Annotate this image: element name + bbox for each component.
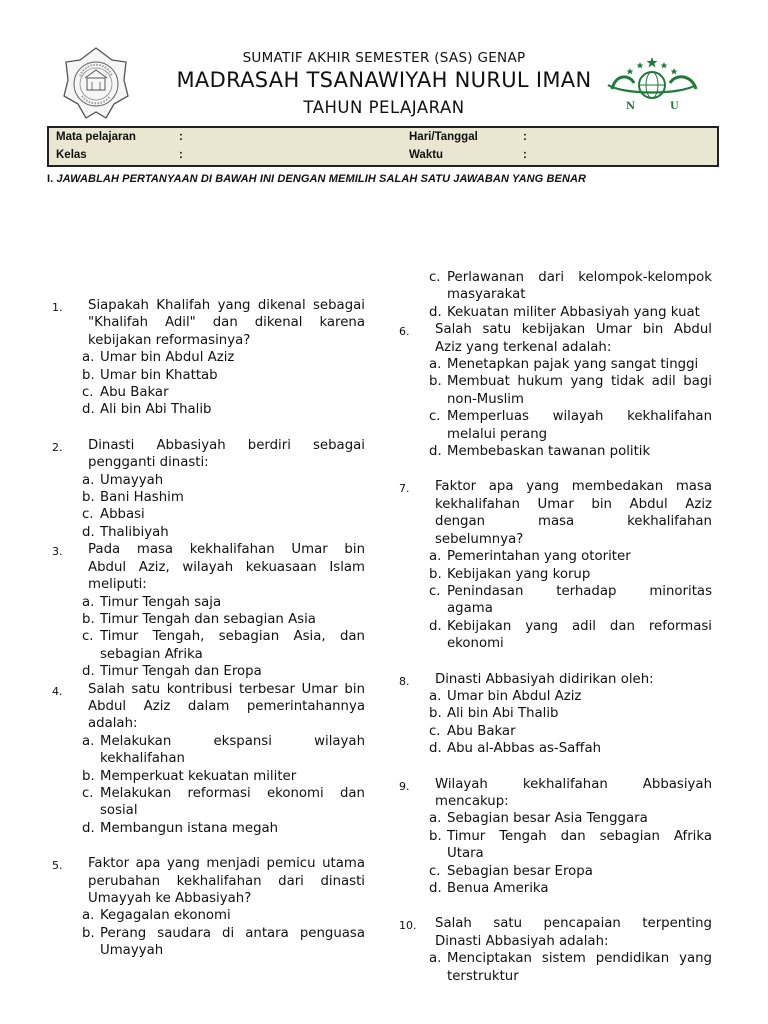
exam-info-box	[47, 126, 719, 167]
question-text: Dinasti Abbasiyah berdiri sebagai pengganti dinasti:	[88, 437, 365, 471]
answer-option	[52, 594, 365, 611]
answer-option	[52, 907, 365, 924]
question-number: 5.	[52, 859, 63, 873]
option-text: Menciptakan sistem pendidikan yang terstruktur	[447, 951, 712, 984]
option-text: Umar bin Abdul Aziz	[447, 688, 582, 704]
option-letter: b.	[429, 706, 442, 722]
option-letter: c.	[429, 583, 441, 599]
question-text: Salah satu kontribusi terbesar Umar bin Abdul Aziz dalam pemerintahannya adalah:	[88, 681, 365, 732]
option-letter: a.	[429, 357, 442, 373]
option-text: Abbasi	[100, 507, 145, 523]
answer-option	[399, 863, 712, 880]
option-text: Perang saudara di antara penguasa Umayyah	[100, 925, 365, 959]
option-letter: b.	[429, 566, 442, 582]
option-letter: a.	[82, 733, 95, 749]
subject-label: Mata pelajaran	[56, 131, 136, 143]
option-letter: d.	[82, 524, 95, 540]
option-letter: b.	[82, 925, 95, 941]
answer-option	[399, 548, 712, 565]
answer-option	[399, 880, 712, 897]
nu-logo-letter-n: N	[626, 101, 636, 112]
answer-option	[52, 349, 365, 366]
option-letter: c.	[429, 409, 441, 425]
option-letter: d.	[429, 304, 442, 320]
option-text: Timur Tengah dan sebagian Afrika Utara	[447, 828, 712, 862]
question-item	[399, 776, 712, 898]
option-letter: c.	[429, 863, 441, 879]
option-text: Ali bin Abi Thalib	[447, 706, 559, 722]
question-text: Pada masa kekhalifahan Umar bin Abdul Aziz, wilayah kekuasaan Islam meliputi:	[88, 542, 365, 593]
answer-option	[399, 705, 712, 722]
option-text: Ali bin Abi Thalib	[100, 402, 212, 418]
question-text: Wilayah kekhalifahan Abbasiyah mencakup:	[435, 776, 712, 809]
option-text: Sebagian besar Eropa	[447, 863, 593, 879]
question-item	[52, 681, 365, 838]
instruction-text: JAWABLAH PERTANYAAN DI BAWAH INI DENGAN MEMILIH SALAH SATU JAWABAN YANG BENAR	[56, 173, 587, 185]
option-letter: a.	[82, 908, 95, 924]
option-letter: a.	[429, 811, 442, 827]
option-letter: a.	[429, 688, 442, 704]
answer-option	[52, 611, 365, 628]
question-text: Faktor apa yang menjadi pemicu utama perubahan kekhalifahan dari dinasti Umayyah ke Abbasiyah?	[88, 856, 365, 906]
date-label: Hari/Tanggal	[409, 131, 478, 143]
question-number: 4.	[52, 684, 63, 698]
answer-option	[399, 618, 712, 653]
question-item	[399, 478, 712, 652]
answer-option	[399, 583, 712, 618]
school-name: MADRASAH TSANAWIYAH NURUL IMAN	[176, 68, 592, 92]
answer-option	[52, 768, 365, 785]
option-letter: b.	[429, 374, 442, 390]
option-text: Kekuatan militer Abbasiyah yang kuat	[447, 304, 700, 320]
question-item	[399, 321, 712, 460]
answer-option	[399, 566, 712, 583]
answer-option	[52, 733, 365, 768]
question-item	[52, 297, 365, 419]
option-text: Umayyah	[100, 472, 164, 488]
subject-colon: :	[179, 131, 183, 143]
option-text: Menetapkan pajak yang sangat tinggi	[447, 357, 699, 373]
instruction-numeral: I.	[47, 173, 54, 185]
option-letter: d.	[82, 402, 95, 418]
option-letter: a.	[82, 472, 95, 488]
option-letter: b.	[82, 367, 95, 383]
option-letter: c.	[429, 723, 441, 739]
answer-option	[399, 269, 712, 304]
answer-option	[399, 688, 712, 705]
answer-option	[399, 828, 712, 863]
option-letter: c.	[82, 385, 94, 401]
answer-option	[52, 401, 365, 418]
date-colon: :	[523, 131, 527, 143]
question-number: 8.	[399, 674, 410, 688]
option-text: Kebijakan yang korup	[447, 566, 591, 582]
answer-option	[52, 663, 365, 680]
class-colon: :	[179, 149, 183, 161]
question-text: Dinasti Abbasiyah didirikan oleh:	[435, 671, 654, 687]
question-number: 3.	[52, 545, 63, 559]
option-text: Membuat hukum yang tidak adil bagi non-Muslim	[447, 374, 712, 407]
answer-option	[52, 925, 365, 960]
answer-option	[399, 443, 712, 460]
option-text: Timur Tengah saja	[100, 594, 222, 610]
option-letter: d.	[82, 820, 95, 836]
option-text: Sebagian besar Asia Tenggara	[447, 811, 648, 827]
answer-option	[52, 384, 365, 401]
option-letter: a.	[82, 594, 95, 610]
option-text: Penindasan terhadap minoritas agama	[447, 583, 712, 617]
option-letter: c.	[82, 507, 94, 523]
option-text: Membangun istana megah	[100, 820, 279, 836]
question-item	[52, 541, 365, 680]
left-question-column	[52, 297, 365, 960]
question-item	[399, 915, 712, 985]
option-letter: d.	[429, 881, 442, 896]
instruction	[47, 173, 586, 185]
answer-option	[399, 304, 712, 321]
time-colon: :	[523, 149, 527, 161]
option-text: Melakukan reformasi ekonomi dan sosial	[100, 785, 365, 819]
question-text: Salah satu pencapaian terpenting Dinasti Abbasiyah adalah:	[435, 916, 712, 949]
option-text: Abu Bakar	[447, 723, 516, 739]
option-letter: d.	[429, 618, 442, 634]
answer-option	[399, 810, 712, 827]
option-text: Pemerintahan yang otoriter	[447, 549, 631, 565]
option-text: Memperkuat kekuatan militer	[100, 768, 297, 784]
time-label: Waktu	[409, 149, 444, 161]
option-letter: a.	[429, 951, 442, 967]
answer-option	[52, 472, 365, 489]
class-label: Kelas	[56, 149, 87, 161]
exam-title: SUMATIF AKHIR SEMESTER (SAS) GENAP	[242, 50, 526, 66]
option-letter: b.	[429, 828, 442, 844]
option-text: Abu al-Abbas as-Saffah	[447, 741, 602, 757]
option-text: Timur Tengah dan Eropa	[100, 664, 262, 680]
nu-logo-letter-u: U	[670, 101, 679, 112]
answer-option	[52, 820, 365, 837]
right-question-column	[399, 269, 712, 985]
option-text: Bani Hashim	[100, 490, 184, 506]
option-text: Memperluas wilayah kekhalifahan melalui perang	[447, 409, 712, 442]
option-letter: a.	[429, 549, 442, 565]
option-text: Kebijakan yang adil dan reformasi ekonomi	[447, 618, 712, 652]
question-item	[52, 437, 365, 541]
option-letter: d.	[82, 664, 95, 680]
option-letter: b.	[82, 490, 95, 506]
option-letter: c.	[429, 270, 441, 285]
academic-year-label: TAHUN PELAJARAN	[303, 98, 465, 117]
answer-option	[399, 408, 712, 443]
question-number: 6.	[399, 325, 410, 339]
option-text: Timur Tengah dan sebagian Asia	[100, 611, 316, 627]
option-letter: d.	[429, 741, 442, 757]
answer-option	[52, 489, 365, 506]
option-text: Kegagalan ekonomi	[100, 908, 231, 924]
option-letter: b.	[82, 611, 95, 627]
answer-option	[399, 740, 712, 757]
option-text: Timur Tengah, sebagian Asia, dan sebagian Afrika	[100, 629, 365, 662]
question-number: 1.	[52, 301, 63, 314]
question-number: 9.	[399, 779, 410, 793]
answer-option	[399, 373, 712, 408]
question-number: 10.	[399, 919, 417, 933]
option-text: Benua Amerika	[447, 881, 549, 896]
answer-option	[399, 950, 712, 985]
answer-option	[52, 628, 365, 663]
question-text: Faktor apa yang membedakan masa kekhalifahan Umar bin Abdul Aziz dengan masa kekhalifahan sebelumnya?	[435, 479, 712, 547]
answer-option	[52, 506, 365, 523]
answer-option	[52, 524, 365, 541]
option-letter: c.	[82, 629, 94, 645]
option-text: Melakukan ekspansi wilayah kekhalifahan	[100, 733, 365, 767]
option-text: Membebaskan tawanan politik	[447, 444, 651, 460]
option-text: Abu Bakar	[100, 385, 169, 401]
option-letter: c.	[82, 785, 94, 801]
answer-option	[52, 785, 365, 820]
option-text: Thalibiyah	[100, 524, 169, 540]
question-text: Siapakah Khalifah yang dikenal sebagai "Khalifah Adil" dan dikenal karena kebijakan reformasinya?	[88, 298, 365, 348]
option-text: Perlawanan dari kelompok-kelompok masyarakat	[447, 270, 712, 303]
question-item	[52, 855, 365, 959]
option-letter: d.	[429, 444, 442, 460]
answer-option	[399, 356, 712, 373]
question-number: 2.	[52, 440, 63, 454]
option-text: Umar bin Khattab	[100, 367, 218, 383]
answer-option	[399, 723, 712, 740]
option-letter: b.	[82, 768, 95, 784]
option-letter: a.	[82, 350, 95, 366]
answer-option	[52, 367, 365, 384]
question-number: 7.	[399, 482, 410, 496]
question-text: Salah satu kebijakan Umar bin Abdul Aziz yang terkenal adalah:	[435, 322, 712, 355]
option-text: Umar bin Abdul Aziz	[100, 350, 235, 366]
question-item	[399, 671, 712, 758]
